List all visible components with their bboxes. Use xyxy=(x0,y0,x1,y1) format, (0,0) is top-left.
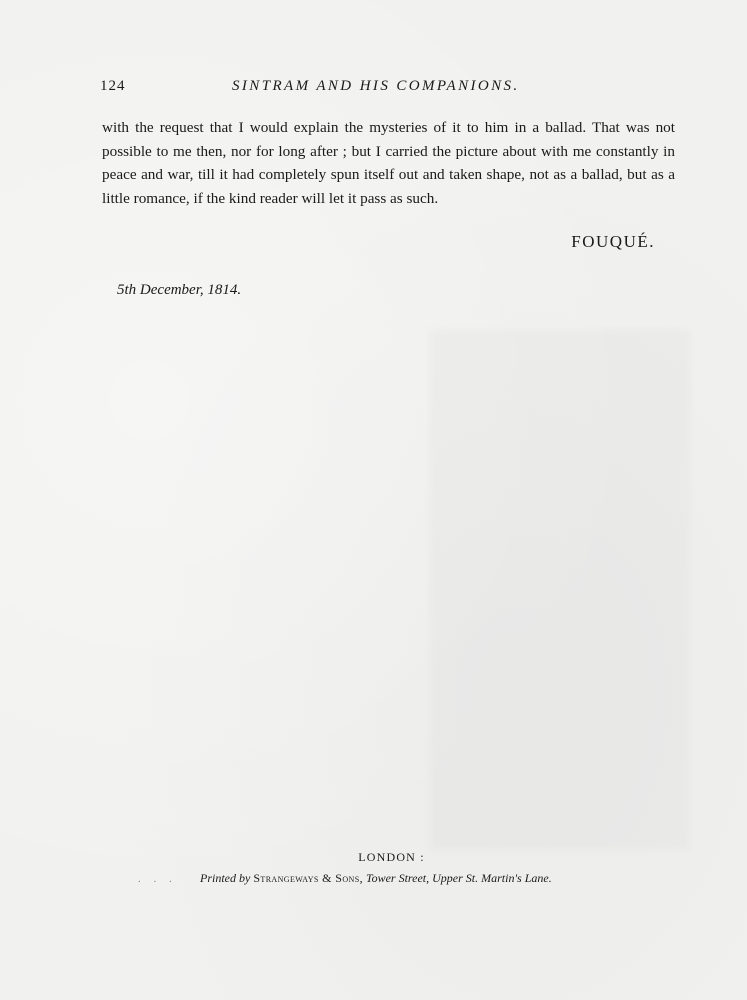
printer-imprint xyxy=(200,871,552,886)
printer-street: Tower Street, xyxy=(366,871,430,885)
date-line: 5th December, 1814. xyxy=(117,282,242,298)
author-signature: FOUQUÉ. xyxy=(571,232,655,251)
speckle-dots: . . . xyxy=(138,873,177,885)
printer-name: Strangeways & Sons, xyxy=(253,871,363,885)
page-number: 124 xyxy=(100,78,126,94)
show-through-shadow xyxy=(430,330,690,850)
running-head xyxy=(100,78,675,102)
imprint-city: LONDON : xyxy=(358,850,425,864)
printer-location: Upper St. Martin's Lane. xyxy=(432,871,552,885)
body-paragraph: with the request that I would explain the mysteries of it to him in a ballad. That was not possible to me then, nor for long after ; but I carried the picture about with me constantly in peace and war, till it had completely spun itself out and taken shape, not as a ballad, but as a little romance, if the kind reader will let it pass as such. xyxy=(102,119,675,207)
printed-by-label: Printed by xyxy=(200,871,251,885)
running-title: SINTRAM AND HIS COMPANIONS. xyxy=(232,78,520,94)
